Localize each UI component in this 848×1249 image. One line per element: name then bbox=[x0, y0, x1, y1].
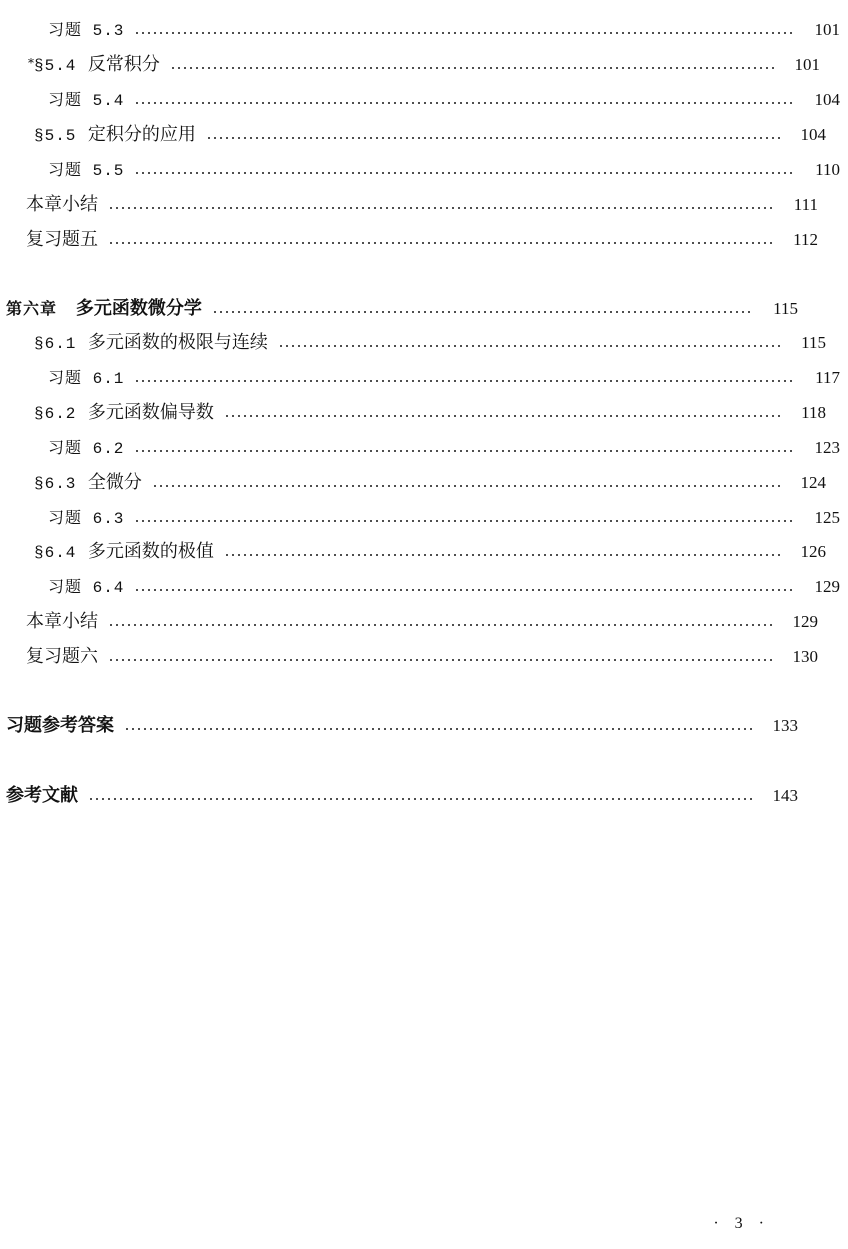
toc-page-number: 115 bbox=[801, 333, 826, 352]
optional-marker: * bbox=[28, 55, 34, 70]
dot-leader bbox=[108, 242, 772, 244]
toc-entry-exercise-answers[interactable] bbox=[0, 711, 806, 741]
toc-entry-exercise-5-5[interactable] bbox=[0, 155, 848, 185]
toc-entry-label: §6.3 全微分 bbox=[34, 471, 142, 493]
toc-page-number: 126 bbox=[800, 542, 826, 561]
toc-entry-label: 习题 5.3 bbox=[48, 21, 125, 40]
toc-main-label: 习题参考答案 bbox=[6, 715, 114, 736]
toc-page-number: 117 bbox=[815, 368, 840, 387]
toc-page-number: 129 bbox=[814, 577, 840, 596]
toc-entry-references[interactable] bbox=[0, 781, 806, 811]
dot-leader bbox=[152, 485, 780, 487]
page-number-footer: · 3 · bbox=[713, 1215, 770, 1232]
toc-page-number: 143 bbox=[772, 786, 798, 805]
dot-leader bbox=[134, 102, 794, 104]
toc-page-number: 125 bbox=[814, 508, 840, 527]
toc-entry-label: 习题 6.4 bbox=[48, 578, 125, 597]
dot-leader bbox=[88, 798, 752, 800]
dot-leader bbox=[134, 380, 794, 382]
dot-leader bbox=[212, 311, 752, 313]
toc-entry-section-5-4[interactable] bbox=[0, 50, 828, 80]
toc-entry-section-6-3[interactable] bbox=[0, 468, 834, 498]
dot-leader bbox=[224, 415, 780, 417]
toc-entry-exercise-6-1[interactable] bbox=[0, 363, 848, 393]
dot-leader bbox=[108, 659, 772, 661]
toc-entry-exercise-6-4[interactable] bbox=[0, 572, 848, 602]
toc-page-number: 115 bbox=[773, 299, 798, 318]
toc-page-number: 129 bbox=[792, 612, 818, 631]
toc-entry-label: §6.4 多元函数的极值 bbox=[34, 540, 214, 562]
toc-entry-section-6-2[interactable] bbox=[0, 398, 834, 428]
toc-page-number: 118 bbox=[801, 403, 826, 422]
toc-entry-section-5-5[interactable] bbox=[0, 120, 834, 150]
dot-leader bbox=[134, 172, 794, 174]
dot-leader bbox=[134, 32, 794, 34]
dot-leader bbox=[224, 554, 780, 556]
dot-leader bbox=[134, 589, 794, 591]
dot-leader bbox=[206, 137, 780, 139]
toc-entry-label: §5.5 定积分的应用 bbox=[34, 123, 196, 145]
toc-page-number: 112 bbox=[793, 230, 818, 249]
toc-entry-label: 复习题五 bbox=[26, 229, 98, 250]
toc-entry-chapter5-summary[interactable] bbox=[0, 190, 826, 220]
toc-entry-label: §6.1 多元函数的极限与连续 bbox=[34, 331, 268, 353]
dot-leader bbox=[108, 624, 772, 626]
toc-entry-label: 本章小结 bbox=[26, 194, 98, 215]
toc-entry-section-6-4[interactable] bbox=[0, 537, 834, 567]
toc-entry-section-6-1[interactable] bbox=[0, 328, 834, 358]
toc-entry-exercise-5-3[interactable] bbox=[0, 15, 848, 45]
toc-entry-exercise-6-2[interactable] bbox=[0, 433, 848, 463]
toc-entry-label: 习题 5.5 bbox=[48, 161, 125, 180]
toc-page-number: 110 bbox=[815, 160, 840, 179]
toc-entry-label: 复习题六 bbox=[26, 646, 98, 667]
toc-entry-exercise-5-4[interactable] bbox=[0, 85, 848, 115]
toc-page-number: 104 bbox=[800, 125, 826, 144]
toc-entry-chapter-6[interactable] bbox=[0, 294, 806, 324]
toc-entry-label: *§5.4 反常积分 bbox=[28, 53, 160, 75]
toc-entry-label: 习题 6.1 bbox=[48, 369, 125, 388]
dot-leader bbox=[124, 728, 752, 730]
toc-entry-label: 习题 6.2 bbox=[48, 439, 125, 458]
toc-entry-exercise-6-3[interactable] bbox=[0, 503, 848, 533]
dot-leader bbox=[108, 207, 772, 209]
toc-page-number: 133 bbox=[772, 716, 798, 735]
toc-entry-label: 习题 5.4 bbox=[48, 91, 125, 110]
toc-page-number: 111 bbox=[793, 195, 818, 214]
dot-leader bbox=[134, 520, 794, 522]
dot-leader bbox=[278, 345, 780, 347]
toc-entry-chapter6-summary[interactable] bbox=[0, 607, 826, 637]
toc-entry-review-5[interactable] bbox=[0, 225, 826, 255]
toc-page-number: 101 bbox=[794, 55, 820, 74]
toc-page-number: 104 bbox=[814, 90, 840, 109]
toc-page-number: 130 bbox=[792, 647, 818, 666]
toc-page-number: 124 bbox=[800, 473, 826, 492]
toc-entry-label: 习题 6.3 bbox=[48, 509, 125, 528]
toc-entry-review-6[interactable] bbox=[0, 642, 826, 672]
toc-entry-label: §6.2 多元函数偏导数 bbox=[34, 401, 214, 423]
toc-page-number: 123 bbox=[814, 438, 840, 457]
toc-entry-label: 本章小结 bbox=[26, 611, 98, 632]
toc-page-number: 101 bbox=[814, 20, 840, 39]
dot-leader bbox=[170, 67, 774, 69]
dot-leader bbox=[134, 450, 794, 452]
toc-main-label: 参考文献 bbox=[6, 785, 78, 806]
toc-chapter-label: 第六章 多元函数微分学 bbox=[6, 298, 202, 319]
